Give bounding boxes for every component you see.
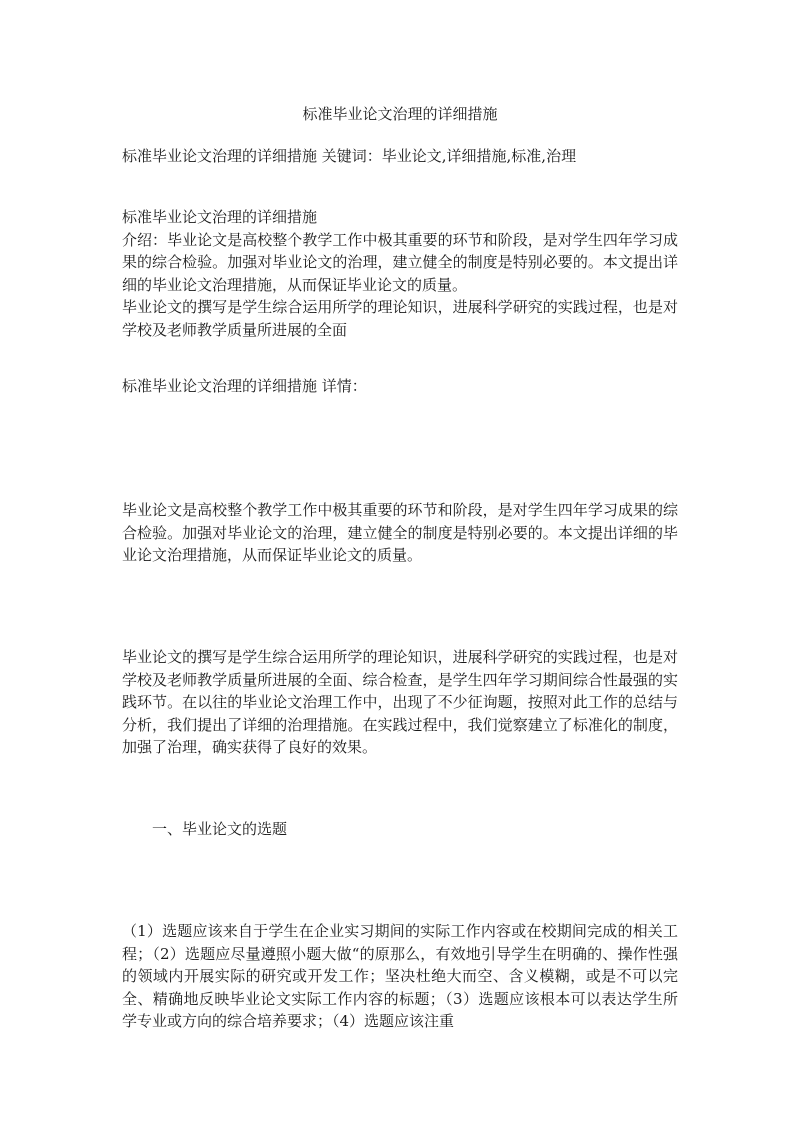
intro-section [122,206,678,341]
body-paragraph-1 [122,499,678,567]
intro-paragraph-2: 毕业论文的撰写是学生综合运用所学的理论知识，进展科学研究的实践过程，也是对学校及老师教学质量所进展的全面 [122,298,678,339]
keywords-text: 标准毕业论文治理的详细措施 关键词：毕业论文,详细措施,标准,治理 [122,147,577,165]
body-paragraph-2 [122,646,678,759]
paragraph-text: 毕业论文的撰写是学生综合运用所学的理论知识，进展科学研究的实践过程，也是对学校及老师教学质量所进展的全面、综合检查，是学生四年学习期间综合性最强的实践环节。在以往的毕业论文治理工作中，出现了不少征询题，按照对此工作的总结与分析，我们提出了详细的治理措施。在实践过程中，我们觉察建立了标准化的制度，加强了治理，确实获得了良好的效果。 [122,648,678,756]
paragraph-text: 毕业论文是高校整个教学工作中极其重要的环节和阶段，是对学生四年学习成果的综合检验。加强对毕业论文的治理，建立健全的制度是特别必要的。本文提出详细的毕业论文治理措施，从而保证毕业论文的质量。 [122,501,678,564]
document-title: 标准毕业论文治理的详细措施 [302,105,498,123]
detail-heading: 标准毕业论文治理的详细措施 详情： [122,377,367,395]
intro-paragraph: 介绍：毕业论文是高校整个教学工作中极其重要的环节和阶段，是对学生四年学习成果的综合检验。加强对毕业论文的治理，建立健全的制度是特别必要的。本文提出详细的毕业论文治理措施，从而保证毕业论文的质量。 [122,230,678,294]
section-heading-1 [152,818,708,841]
detail-heading-block [122,375,678,398]
body-paragraph-3 [122,920,678,1033]
section-heading-text: 一、毕业论文的选题 [152,820,288,838]
paragraph-text: （1）选题应该来自于学生在企业实习期间的实际工作内容或在校期间完成的相关工程；（2）选题应尽量遵照小题大做“的原那么，有效地引导学生在明确的、操作性强的领域内开展实际的研究或开发工作；坚决杜绝大而空、含义模糊，或是不可以完全、精确地反映毕业论文实际工作内容的标题；（3）选题应该根本可以表达学生所学专业或方向的综合培养要求；（4）选题应该注重 [122,922,678,1030]
intro-heading: 标准毕业论文治理的详细措施 [122,208,318,226]
keywords-line [122,145,678,168]
